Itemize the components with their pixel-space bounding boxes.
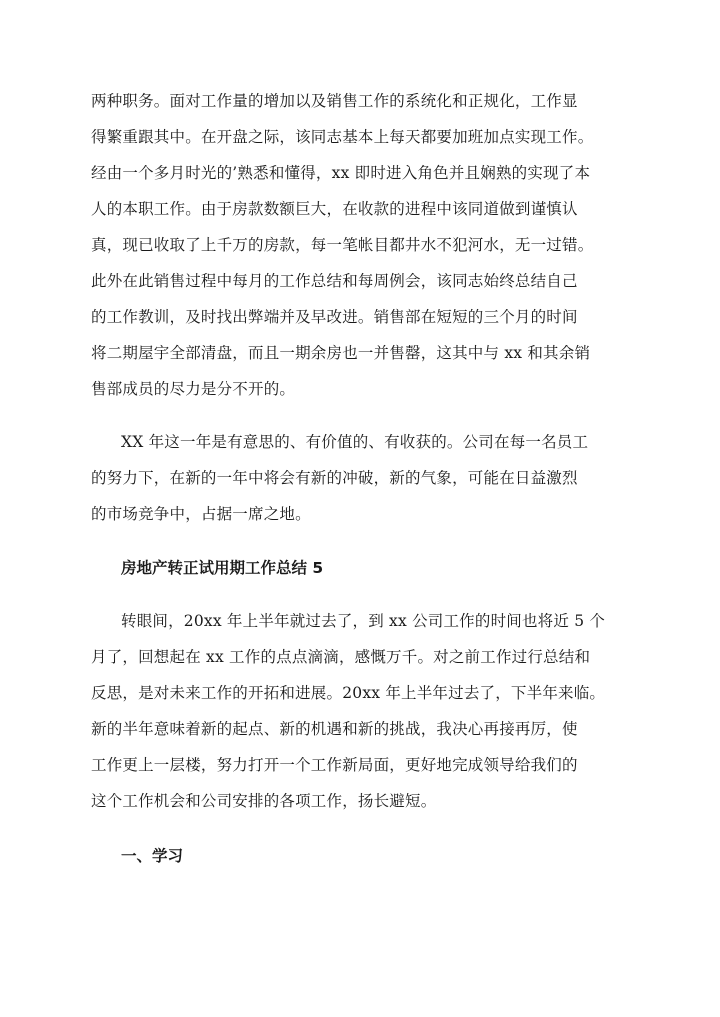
text-line: 的工作教训，及时找出弊端并及早改进。销售部在短短的三个月的时间 xyxy=(91,308,578,326)
text-line: 转眼间，20xx 年上半年就过去了，到 xx 公司工作的时间也将近 5 个 xyxy=(121,612,606,630)
text-line: 的努力下，在新的一年中将会有新的冲破，新的气象，可能在日益激烈 xyxy=(91,469,578,487)
section-title: 房地产转正试用期工作总结 5 xyxy=(121,559,324,577)
text-line: 的市场竞争中，占据一席之地。 xyxy=(91,505,311,523)
text-line: 经由一个多月时光的’熟悉和懂得，xx 即时进入角色并且娴熟的实现了本 xyxy=(91,164,591,182)
text-line: 售部成员的尽力是分不开的。 xyxy=(91,380,296,398)
text-line: 新的半年意味着新的起点、新的机遇和新的挑战，我决心再接再厉，使 xyxy=(91,720,578,738)
text-line: 工作更上一层楼，努力打开一个工作新局面，更好地完成领导给我们的 xyxy=(91,756,578,774)
text-line: 反思，是对未来工作的开拓和进展。20xx 年上半年过去了，下半年来临。 xyxy=(91,684,606,702)
text-line: 得繁重跟其中。在开盘之际，该同志基本上每天都要加班加点实现工作。 xyxy=(91,128,594,146)
text-line: XX 年这一年是有意思的、有价值的、有收获的。公司在每一名员工 xyxy=(121,433,589,451)
text-line: 此外在此销售过程中每月的工作总结和每周例会，该同志始终总结自己 xyxy=(91,272,578,290)
text-line: 真，现已收取了上千万的房款，每一笔帐目都井水不犯河水，无一过错。 xyxy=(91,236,594,254)
text-line: 将二期屋宇全部清盘，而且一期余房也一并售罄，这其中与 xx 和其余销 xyxy=(91,344,591,362)
text-line: 两种职务。面对工作量的增加以及销售工作的系统化和正规化，工作显 xyxy=(91,92,578,110)
subheading: 一、学习 xyxy=(121,847,184,865)
text-line: 人的本职工作。由于房款数额巨大，在收款的进程中该同道做到谨慎认 xyxy=(91,200,578,218)
text-line: 月了，回想起在 xx 工作的点点滴滴，感慨万千。对之前工作过行总结和 xyxy=(91,648,591,666)
text-line: 这个工作机会和公司安排的各项工作，扬长避短。 xyxy=(91,792,437,810)
